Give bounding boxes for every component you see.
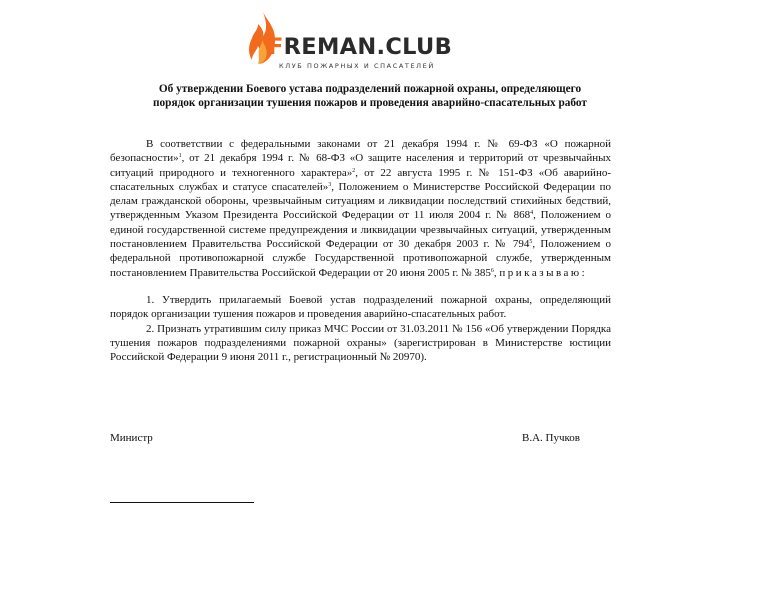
intro-text-2: , от 21 декабря 1994 г. № 68-ФЗ «О защите населения и территорий от чрезвычайных ситуаций природного и техногенного характера» bbox=[110, 152, 611, 179]
footnote-ref-2: 2 bbox=[352, 167, 356, 174]
intro-text-5: , Положением о единой государственной системе предупреждения и ликвидации чрезвычайных ситуаций, утвержденным постановлением Правительства Российской Федерации от 30 декабря 2003 г. № 794 bbox=[110, 209, 611, 251]
intro-text-6: , Положением о федеральной противопожарной службе Государственной противопожарной службе, утвержденным постановлением Правительства Российской Федерации от 20 июня 2005 г. № 385 bbox=[110, 238, 612, 279]
logo-brand-rest: REMAN.CLUB bbox=[283, 34, 453, 60]
intro-text-3: , от 22 августа 1995 г. № 151-ФЗ «Об аварийно-спасательных службах и статусе спасателей» bbox=[110, 166, 611, 193]
logo-brand-fi: F bbox=[268, 34, 284, 60]
footnote-divider bbox=[110, 502, 254, 503]
logo-tagline: КЛУБ ПОЖАРНЫХ И СПАСАТЕЛЕЙ bbox=[279, 62, 435, 70]
order-item-1: 1. Утвердить прилагаемый Боевой устав подразделений пожарной охраны, определяющий порядок организации тушения пожаров и проведения аварийно-спасательных работ. bbox=[110, 293, 611, 321]
intro-text-1: В соответствии с федеральными законами от 21 декабря 1994 г. № 69-ФЗ «О пожарной безопасности» bbox=[110, 138, 611, 165]
fireman-club-logo bbox=[246, 10, 456, 72]
order-item-2: 2. Признать утратившим силу приказ МЧС России от 31.03.2011 № 156 «Об утверждении Порядка тушения пожаров подразделениями пожарной охраны» (зарегистрирован в Министерстве юстиции Российской Федерации 9 июня 2011 г., регистрационный № 20970). bbox=[110, 322, 611, 364]
intro-text-7: , bbox=[493, 266, 500, 279]
title-line-2: порядок организации тушения пожаров и проведения аварийно-спасательных работ bbox=[153, 97, 587, 109]
footnote-ref-5: 5 bbox=[529, 239, 533, 246]
footnote-ref-6: 6 bbox=[490, 267, 494, 274]
intro-text-4: , Положением о Министерстве Российской Федерации по делам гражданской обороны, чрезвычайным ситуациям и ликвидации последствий стихийных бедствий, утвержденным Указом Президента Российской Федерации от 11 июля 2004 г. № 868 bbox=[110, 180, 611, 222]
footnote-ref-1: 1 bbox=[178, 153, 182, 160]
logo-brand bbox=[268, 34, 452, 60]
intro-paragraph bbox=[110, 137, 611, 280]
order-word: приказываю: bbox=[499, 266, 588, 279]
document-body bbox=[110, 137, 611, 364]
signature-name: В.А. Пучков bbox=[522, 432, 580, 444]
footnote-ref-4: 4 bbox=[530, 210, 534, 217]
signature-position: Министр bbox=[110, 432, 153, 444]
document-title bbox=[110, 82, 630, 110]
footnote-ref-3: 3 bbox=[328, 181, 332, 188]
title-line-1: Об утверждении Боевого устава подразделений пожарной охраны, определяющего bbox=[158, 83, 582, 95]
